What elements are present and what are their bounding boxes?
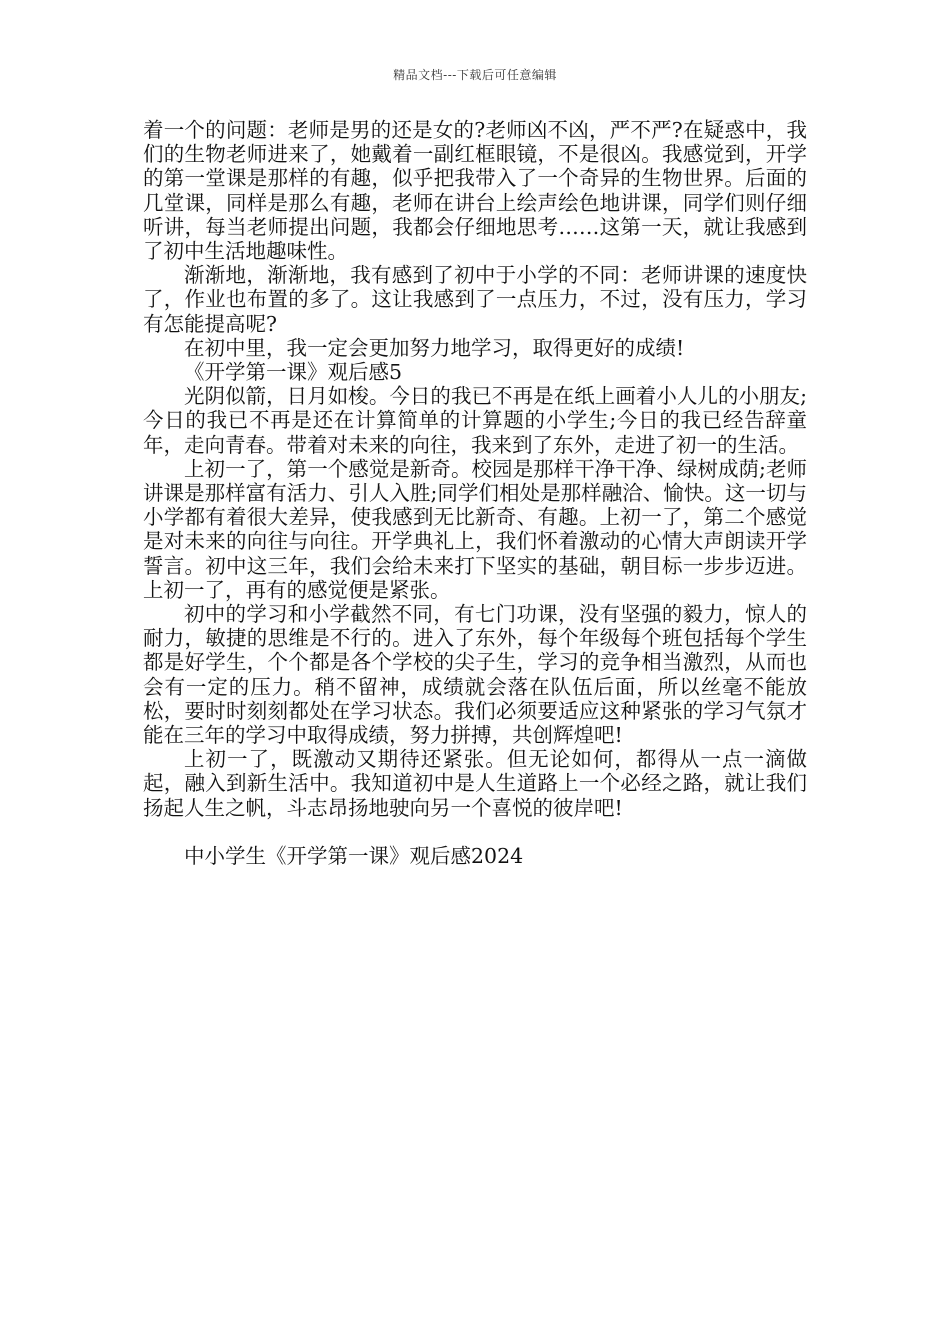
- paragraph: 在初中里，我一定会更加努力地学习，取得更好的成绩!: [184, 335, 685, 360]
- paragraph: 渐渐地，渐渐地，我有感到了初中于小学的不同：老师讲课的速度快了，作业也布置的多了。这让我感到了一点压力，不过，没有压力，学习有怎能提高呢?: [143, 263, 807, 336]
- footer-title: 中小学生《开学第一课》观后感2024: [184, 843, 524, 868]
- page-header: 精品文档---下载后可任意编辑: [393, 68, 557, 82]
- paragraph: 初中的学习和小学截然不同，有七门功课，没有坚强的毅力，惊人的耐力，敏捷的思维是不行的。进入了东外，每个年级每个班包括每个学生都是好学生，个个都是各个学校的尖子生，学习的竞争相当激烈，从而也会有一定的压力。稍不留神，成绩就会落在队伍后面，所以丝毫不能放松，要时时刻刻都处在学习状态。我们必须要适应这种紧张的学习气氛才能在三年的学习中取得成绩，努力拼搏，共创辉煌吧!: [143, 602, 807, 748]
- paragraph: 着一个的问题：老师是男的还是女的?老师凶不凶，严不严?在疑惑中，我们的生物老师进来了，她戴着一副红框眼镜，不是很凶。我感觉到，开学的第一堂课是那样的有趣，似乎把我带入了一个奇异的生物世界。后面的几堂课，同样是那么有趣，老师在讲台上绘声绘色地讲课，同学们则仔细听讲，每当老师提出问题，我都会仔细地思考……这第一天，就让我感到了初中生活地趣味性。: [143, 118, 807, 264]
- paragraph: 上初一了，第一个感觉是新奇。校园是那样干净干净、绿树成荫;老师讲课是那样富有活力、引人入胜;同学们相处是那样融洽、愉快。这一切与小学都有着很大差异，使我感到无比新奇、有趣。上初一了，第二个感觉是对未来的向往与向往。开学典礼上，我们怀着激动的心情大声朗读开学誓言。初中这三年，我们会给未来打下坚实的基础，朝目标一步步迈进。上初一了，再有的感觉便是紧张。: [143, 456, 807, 602]
- paragraph: 光阴似箭，日月如梭。今日的我已不再是在纸上画着小人儿的小朋友;今日的我已不再是还在计算简单的计算题的小学生;今日的我已经告辞童年，走向青春。带着对未来的向往，我来到了东外，走进了初一的生活。: [143, 384, 807, 457]
- section-heading: 《开学第一课》观后感5: [184, 360, 403, 385]
- paragraph: 上初一了，既激动又期待还紧张。但无论如何，都得从一点一滴做起，融入到新生活中。我知道初中是人生道路上一个必经之路，就让我们扬起人生之帆，斗志昂扬地驶向另一个喜悦的彼岸吧!: [143, 747, 807, 820]
- document-body: [143, 118, 807, 868]
